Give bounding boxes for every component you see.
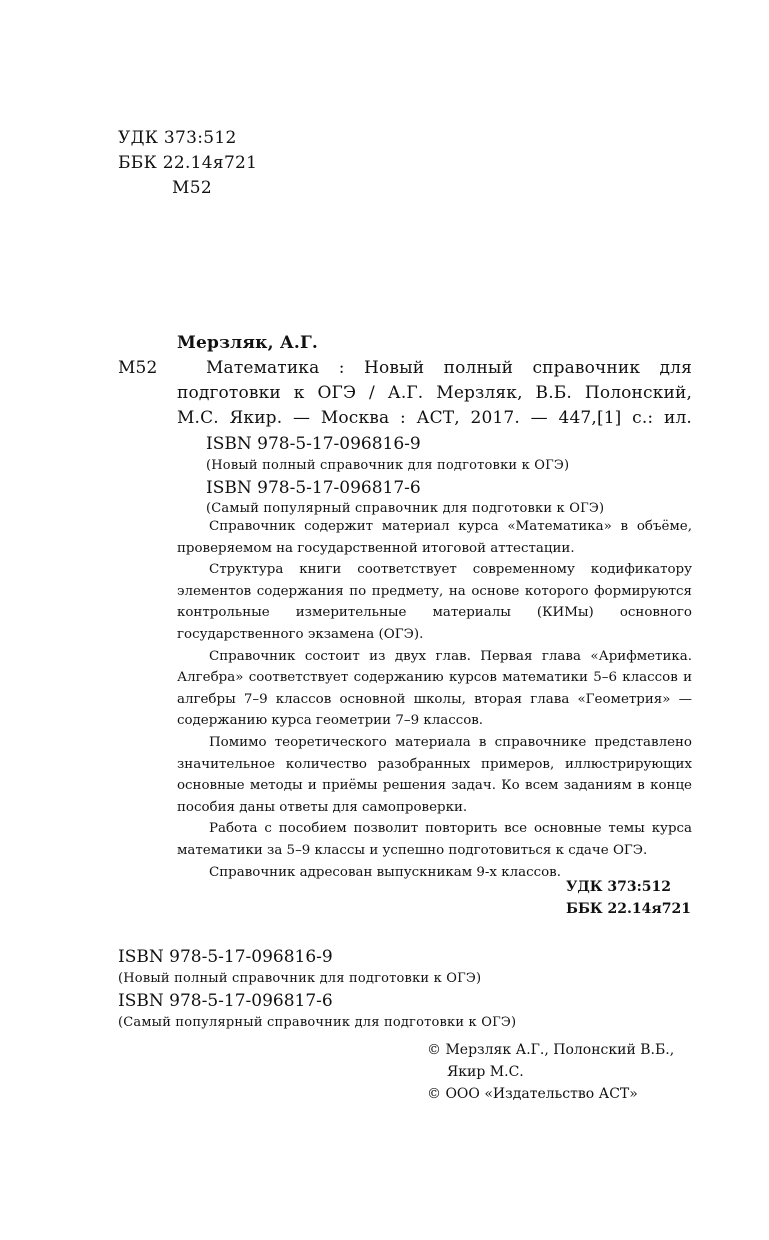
bbk-code-right: ББК 22.14я721 [566, 901, 691, 917]
isbn-1: ISBN 978-5-17-096816-9 [118, 947, 333, 967]
catalog-isbn-1: ISBN 978-5-17-096816-9 [206, 434, 421, 454]
isbn-2-note: (Самый популярный справочник для подготовки к ОГЭ) [118, 1015, 517, 1030]
catalog-title-line-2: подготовки к ОГЭ / А.Г. Мерзляк, В.Б. Полонский, [177, 383, 692, 403]
bbk-code: ББК 22.14я721 [118, 153, 258, 173]
catalog-isbn-2-note: (Самый популярный справочник для подготовки к ОГЭ) [206, 501, 605, 516]
catalog-isbn-2: ISBN 978-5-17-096817-6 [206, 478, 421, 498]
annotation-paragraph: Справочник состоит из двух глав. Первая глава «Арифметика. Алгебра» соответствует содержанию курсов математики 5–6 классов и алгебры 7–9 классов основной школы, вторая глава «Геометрия» — содержанию курса геометрии 7–9 классов. [177, 648, 692, 729]
isbn-1-note: (Новый полный справочник для подготовки к ОГЭ) [118, 971, 482, 986]
copyright-authors-cont: Якир М.С. [447, 1064, 524, 1080]
annotation-paragraph: Справочник адресован выпускникам 9-х классов. [209, 864, 561, 880]
catalog-mark: М52 [118, 358, 158, 378]
catalog-title-line-3: М.С. Якир. — Москва : АСТ, 2017. — 447,[1] с.: ил. [177, 408, 692, 428]
catalog-title-line-1: Математика : Новый полный справочник для [206, 358, 692, 378]
copyright-authors: © Мерзляк А.Г., Полонский В.Б., [427, 1042, 675, 1058]
copyright-publisher: © ООО «Издательство АСТ» [427, 1086, 638, 1102]
udk-code: УДК 373:512 [118, 128, 237, 148]
annotation-paragraph: Структура книги соответствует современному кодификатору элементов содержания по предмету, на основе которого формируются контрольные измерительные материалы (КИМы) основного государственного экзамена (ОГЭ). [177, 562, 692, 642]
annotation [177, 516, 692, 883]
annotation-paragraph: Работа с пособием позволит повторить все основные темы курса математики за 5–9 классы и успешно подготовиться к сдаче ОГЭ. [177, 821, 692, 858]
catalog-isbn-1-note: (Новый полный справочник для подготовки к ОГЭ) [206, 458, 570, 473]
annotation-paragraph: Помимо теоретического материала в справочнике представлено значительное количество разобранных примеров, иллюстрирующих основные методы и приёмы решения задач. Ко всем заданиям в конце пособия даны ответы для самопроверки. [177, 734, 692, 815]
annotation-paragraph: Справочник содержит материал курса «Математика» в объёме, проверяемом на государственной итоговой аттестации. [177, 519, 692, 556]
isbn-2: ISBN 978-5-17-096817-6 [118, 991, 333, 1011]
udk-code-right: УДК 373:512 [566, 879, 672, 895]
author-mark: М52 [172, 178, 212, 198]
catalog-author: Мерзляк, А.Г. [177, 333, 319, 353]
